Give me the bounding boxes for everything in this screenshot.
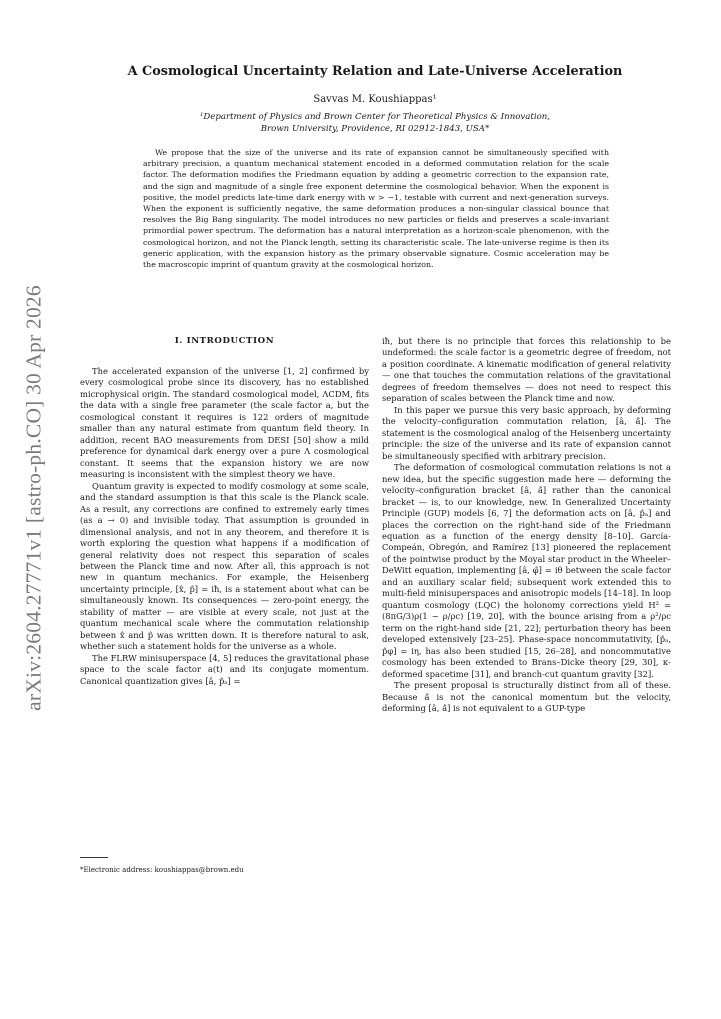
- paragraph: The FLRW minisuperspace [4, 5] reduces the gravitational phase space to the scale factor a(t) and its conjugate momentum. Canonical quantization gives [â, p̂ₐ] =: [80, 652, 369, 686]
- affiliation-line-2: Brown University, Providence, RI 02912-1843, USA*: [260, 123, 490, 134]
- footnote-rule: [80, 857, 108, 858]
- affiliation-line-1: ¹Department of Physics and Brown Center for Theoretical Physics & Innovation,: [199, 112, 551, 122]
- arxiv-id: arXiv:2604.27771v1 [astro-ph.CO] 30 Apr 2026: [21, 285, 46, 711]
- author-name: Savvas M. Koushiappas¹: [313, 94, 437, 105]
- paper-title: A Cosmological Uncertainty Relation and Late-Universe Acceleration: [127, 64, 623, 79]
- paragraph: The deformation of cosmological commutation relations is not a new idea, but the specific suggestion made here — deforming the velocity–configuration bracket [â, ȧ̂] rather than the canonical bracket — is, to our knowledge, new. In Generalized Uncertainty Principle (GUP) models [6, 7] the deformation acts on [â, p̂ₐ] and places the correction on the right-hand side of the Friedmann equation as a function of the energy density [8–10]. García-Compeán, Obregón, and Ramírez [13] pioneered the replacement of the pointwise product by the Moyal star product in the Wheeler–DeWitt equation, implementing [â, φ̂] = iθ between the scale factor and an auxiliary scalar field; subsequent work extended this to multi-field minisuperspaces and anisotropic models [14–18]. In loop quantum cosmology (LQC) the holonomy corrections yield H² = (8πG/3)ρ(1 − ρ/ρc) [19, 20], with the bounce arising from a ρ²/ρc term on the right-hand side [21, 22]; perturbation theory has been developed extensively [23–25]. Phase-space noncommutativity, [p̂ₐ, p̂φ] = iη, has also been studied [15, 26–28], and noncommutative cosmology has been extended to Brans–Dicke theory [29, 30], κ-deformed spacetime [31], and branch-cut quantum gravity [32].: [382, 462, 671, 679]
- footnote-email: *Electronic address: koushiappas@brown.edu: [80, 866, 244, 874]
- arxiv-sidebar-stamp: [14, 268, 54, 728]
- paragraph: The accelerated expansion of the universe [1, 2] confirmed by every cosmological probe since its discovery, has no established microphysical origin. The standard cosmological model, ΛCDM, fits the data with a single free parameter (the scale factor a, but the cosmological constant it requires is 122 orders of magnitude smaller than any natural estimate from quantum field theory. In addition, recent BAO measurements from DESI [50] show a mild preference for dynamical dark energy over a pure Λ cosmological constant. It seems that the expansion history we are now measuring is inconsistent with the simplest theory we have.: [80, 366, 369, 480]
- paragraph: In this paper we pursue this very basic approach, by deforming the velocity–configuration commutation relation, [â, ȧ̂]. The statement is the cosmological analog of the Heisenberg uncertainty principle: the size of the universe and its rate of expansion cannot be simultaneously specified with arbitrary precision.: [382, 404, 671, 461]
- right-column: [382, 336, 671, 714]
- section-heading-introduction: I. INTRODUCTION: [174, 336, 275, 346]
- paragraph: Quantum gravity is expected to modify cosmology at some scale, and the standard assumption is that this scale is the Planck scale. As a result, any corrections are confined to extremely early times (as a → 0) and invisible today. That assumption is grounded in dimensional analysis, and not in any theorem, and therefore it is worth exploring the question what happens if a modification of general relativity does not respect this separation of scales between the Planck time and now. After all, this approach is not new in quantum mechanics. For example, the Heisenberg uncertainty principle, [x̂, p̂] = iħ, is a statement about what can be simultaneously known. Its consequences — zero-point energy, the stability of matter — are visible at every scale, not just at the quantum mechanical scale where the commutation relationship between x̂ and p̂ was written down. It is therefore natural to ask, whether such a statement holds for the universe as a whole.: [80, 480, 369, 652]
- paragraph: The present proposal is structurally distinct from all of these. Because ȧ̂ is not the canonical momentum but the velocity, deforming [â, ȧ̂] is not equivalent to a GUP-type: [382, 680, 671, 713]
- affiliation: [150, 112, 600, 135]
- paragraph: iħ, but there is no principle that forces this relationship to be undeformed: the scale factor is a geometric degree of freedom, not a position coordinate. A kinematic modification of general relativity — one that touches the commutation relations of the gravitational degrees of freedom themselves — does not need to respect this separation of scales between the Planck time and now.: [382, 336, 671, 404]
- abstract: We propose that the size of the universe and its rate of expansion cannot be simultaneously specified with arbitrary precision, a quantum mechanical statement encoded in a deformed commutation relation for the scale factor. The deformation modifies the Friedmann equation by adding a geometric correction to the expansion rate, and the sign and magnitude of a single free exponent determine the cosmological behavior. When the exponent is positive, the model predicts late-time dark energy with w > −1, testable with current and next-generation surveys. When the exponent is sufficiently negative, the same deformation produces a non-singular classical bounce that resolves the Big Bang singularity. The model introduces no new particles or fields and preserves a scale-invariant primordial power spectrum. The deformation has a natural interpretation as a horizon-scale phenomenon, with the cosmological horizon, and not the Planck length, setting its characteristic scale. The late-universe regime is then its generic application, with the expansion history as the primary observable signature. Cosmic acceleration may be the macroscopic imprint of quantum gravity at the cosmological horizon.: [143, 148, 609, 270]
- left-column: [80, 366, 369, 687]
